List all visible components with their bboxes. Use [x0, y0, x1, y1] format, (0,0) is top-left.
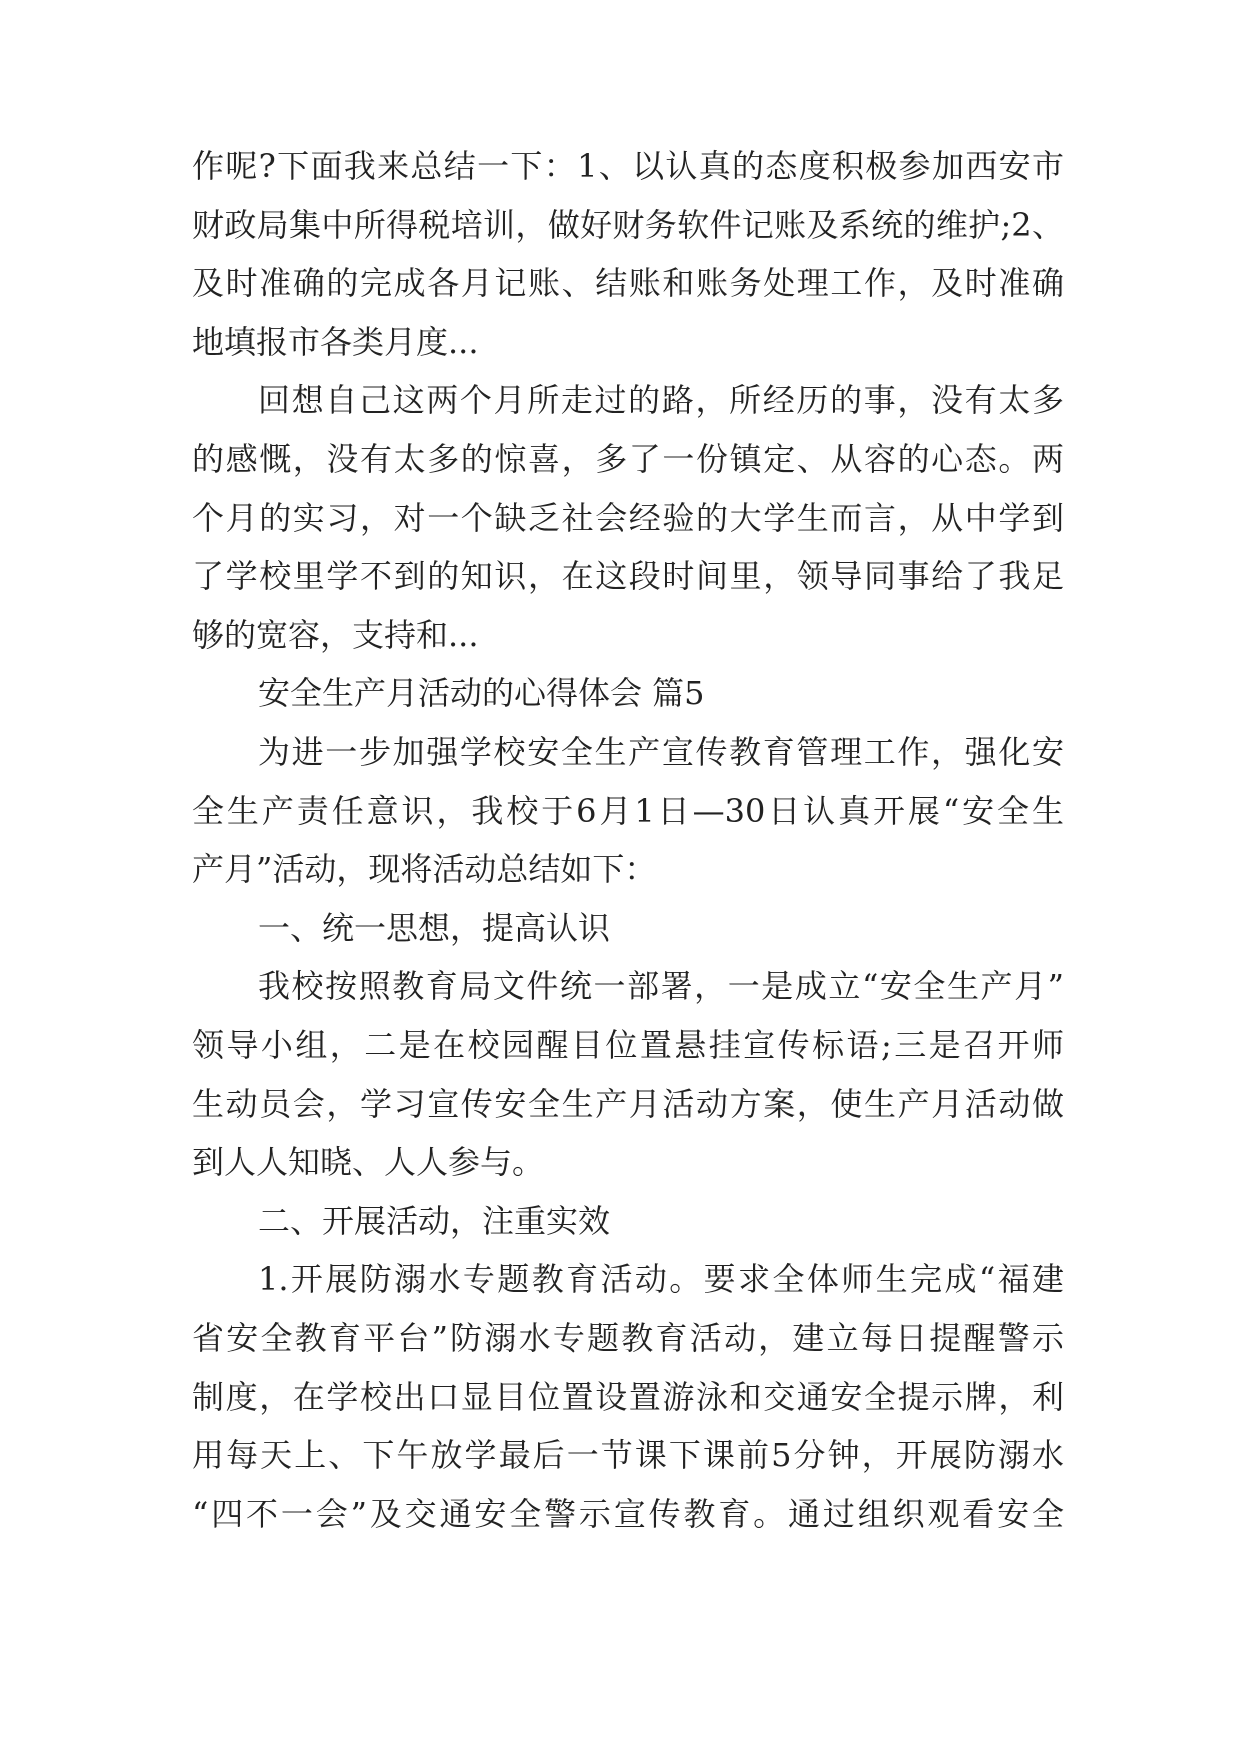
- text-line: 及时准确的完成各月记账、结账和账务处理工作，及时准确: [192, 264, 1064, 302]
- paragraph-first-line: 我校按照教育局文件统一部署，一是成立“安全生产月”: [258, 967, 1064, 1005]
- paragraph-first-line: 安全生产月活动的心得体会 篇5: [258, 674, 705, 712]
- text-line: 的感慨，没有太多的惊喜，多了一份镇定、从容的心态。两: [192, 440, 1064, 478]
- text-line: 个月的实习，对一个缺乏社会经验的大学生而言，从中学到: [192, 499, 1064, 537]
- text-line: “四不一会”及交通安全警示宣传教育。通过组织观看安全: [192, 1495, 1064, 1533]
- text-line: 作呢?下面我来总结一下：1、以认真的态度积极参加西安市: [192, 147, 1064, 185]
- paragraph-first-line: 1.开展防溺水专题教育活动。要求全体师生完成“福建: [258, 1260, 1064, 1298]
- text-line: 省安全教育平台”防溺水专题教育活动，建立每日提醒警示: [192, 1319, 1064, 1357]
- paragraph-first-line: 回想自己这两个月所走过的路，所经历的事，没有太多: [258, 381, 1064, 419]
- text-line: 地填报市各类月度...: [192, 323, 479, 361]
- paragraph-first-line: 为进一步加强学校安全生产宣传教育管理工作，强化安: [258, 733, 1064, 771]
- text-line: 了学校里学不到的知识，在这段时间里，领导同事给了我足: [192, 557, 1064, 595]
- text-line: 制度，在学校出口显目位置设置游泳和交通安全提示牌，利: [192, 1378, 1064, 1416]
- text-line: 产月”活动，现将活动总结如下：: [192, 850, 657, 888]
- text-line: 生动员会，学习宣传安全生产月活动方案，使生产月活动做: [192, 1085, 1064, 1123]
- text-line: 够的宽容，支持和...: [192, 616, 479, 654]
- paragraph-first-line: 二、开展活动，注重实效: [258, 1202, 611, 1240]
- paragraph-first-line: 一、统一思想，提高认识: [258, 909, 611, 947]
- text-line: 到人人知晓、人人参与。: [192, 1143, 545, 1181]
- text-line: 全生产责任意识，我校于6月1日—30日认真开展“安全生: [192, 792, 1064, 830]
- text-line: 领导小组，二是在校园醒目位置悬挂宣传标语;三是召开师: [192, 1026, 1064, 1064]
- text-line: 用每天上、下午放学最后一节课下课前5分钟，开展防溺水: [192, 1436, 1064, 1474]
- text-line: 财政局集中所得税培训，做好财务软件记账及系统的维护;2、: [192, 206, 1064, 244]
